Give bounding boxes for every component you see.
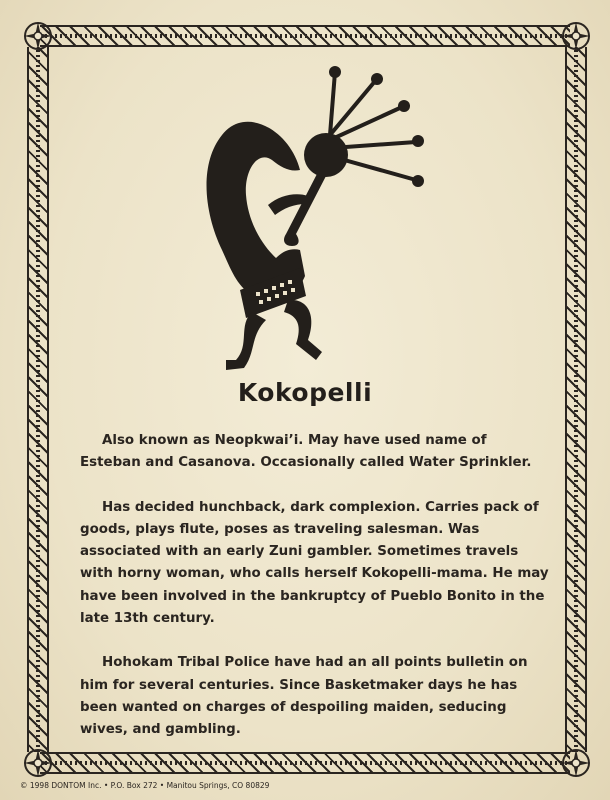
kokopelli-flute-player-icon (195, 60, 435, 380)
decorative-border-top (40, 25, 570, 47)
document-body (80, 430, 550, 764)
paragraph: Hohokam Tribal Police have had an all points bulletin on him for several centuries. Since Basketmaker days he has been wanted on charges of despoiling maiden, seducing wives, and gambling. (80, 655, 528, 738)
corner-ornament-icon (23, 21, 53, 51)
paragraph: Has decided hunchback, dark complexion. Carries pack of goods, plays flute, poses as traveling salesman. Was associated with an early Zuni gambler. Sometimes travels with horny woman, who calls herself Kokopelli-mama. He may have been involved in the bankruptcy of Pueblo Bonito in the late 13th century. (80, 499, 549, 627)
copyright-footer: © 1998 DONTOM Inc. • P.O. Box 272 • Manitou Springs, CO 80829 (20, 781, 270, 790)
corner-ornament-icon (561, 748, 591, 778)
corner-ornament-icon (23, 748, 53, 778)
paragraph: Also known as Neopkwai’i. May have used name of Esteban and Casanova. Occasionally called Water Sprinkler. (80, 433, 532, 471)
document-title: Kokopelli (237, 378, 373, 407)
corner-ornament-icon (561, 21, 591, 51)
